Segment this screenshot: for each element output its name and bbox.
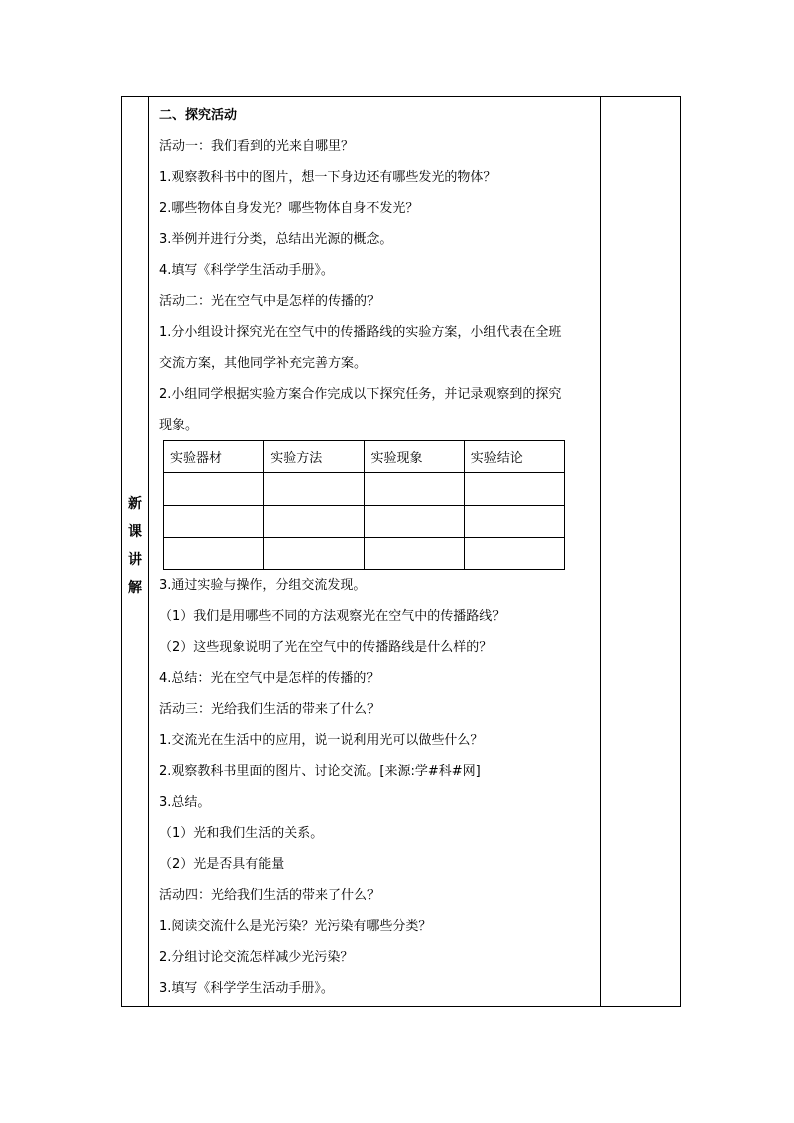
activity-heading: 活动三：光给我们生活的带来了什么？ (159, 702, 381, 717)
content-line: （2）光是否具有能量 (159, 857, 285, 872)
table-cell (164, 505, 264, 537)
table-cell (464, 537, 564, 569)
table-header-cell: 实验现象 (364, 441, 464, 473)
content-line: 3.总结。 (159, 795, 211, 810)
content-line: 1.交流光在生活中的应用，说一说利用光可以做些什么？ (159, 733, 484, 748)
lesson-content (159, 100, 595, 441)
content-line: 1.阅读交流什么是光污染？光污染有哪些分类？ (159, 919, 432, 934)
table-header-cell: 实验方法 (264, 441, 364, 473)
section-label-new-lesson (121, 490, 149, 602)
content-line: 交流方案，其他同学补充完善方案。 (159, 356, 368, 371)
experiment-record-table (163, 440, 565, 570)
activity-heading: 活动一：我们看到的光来自哪里？ (159, 139, 355, 154)
section-label-char: 解 (128, 580, 142, 596)
content-line: 2.小组同学根据实验方案合作完成以下探究任务，并记录观察到的探究 (159, 387, 562, 402)
section-label-char: 新 (128, 496, 142, 512)
content-line: （1）我们是用哪些不同的方法观察光在空气中的传播路线？ (159, 609, 506, 624)
content-line: （2）这些现象说明了光在空气中的传播路线是什么样的？ (159, 640, 493, 655)
table-cell (464, 505, 564, 537)
table-header-row (164, 441, 565, 473)
activity-heading: 活动二：光在空气中是怎样的传播的？ (159, 294, 381, 309)
table-cell (364, 505, 464, 537)
content-line: 3.填写《科学学生活动手册》。 (159, 981, 334, 996)
lesson-content-continued (159, 570, 595, 1004)
content-line: 4.填写《科学学生活动手册》。 (159, 263, 334, 278)
table-cell (364, 537, 464, 569)
table-cell (264, 473, 364, 505)
section-heading: 二、探究活动 (159, 108, 238, 123)
table-row (164, 505, 565, 537)
table-cell (164, 473, 264, 505)
table-cell (164, 537, 264, 569)
section-label-char: 讲 (128, 552, 142, 568)
table-cell (264, 505, 364, 537)
table-cell (264, 537, 364, 569)
content-line: 3.举例并进行分类，总结出光源的概念。 (159, 232, 393, 247)
content-line: 3.通过实验与操作，分组交流发现。 (159, 578, 367, 593)
content-line: 2.哪些物体自身发光？哪些物体自身不发光？ (159, 201, 419, 216)
column-divider-right (600, 96, 601, 1007)
table-row (164, 537, 565, 569)
content-line: 2.观察教科书里面的图片、讨论交流。[来源:学#科#网] (159, 764, 481, 779)
table-header-cell: 实验器材 (164, 441, 264, 473)
activity-heading: 活动四：光给我们生活的带来了什么？ (159, 888, 381, 903)
table-cell (464, 473, 564, 505)
table-row (164, 473, 565, 505)
content-line: 2.分组讨论交流怎样减少光污染？ (159, 950, 354, 965)
content-line: （1）光和我们生活的关系。 (159, 826, 324, 841)
content-line: 1.分小组设计探究光在空气中的传播路线的实验方案，小组代表在全班 (159, 325, 562, 340)
content-line: 现象。 (159, 418, 199, 433)
table-cell (364, 473, 464, 505)
table-header-cell: 实验结论 (464, 441, 564, 473)
content-line: 1.观察教科书中的图片，想一下身边还有哪些发光的物体？ (159, 170, 497, 185)
section-label-char: 课 (128, 524, 142, 540)
content-line: 4.总结：光在空气中是怎样的传播的？ (159, 671, 380, 686)
